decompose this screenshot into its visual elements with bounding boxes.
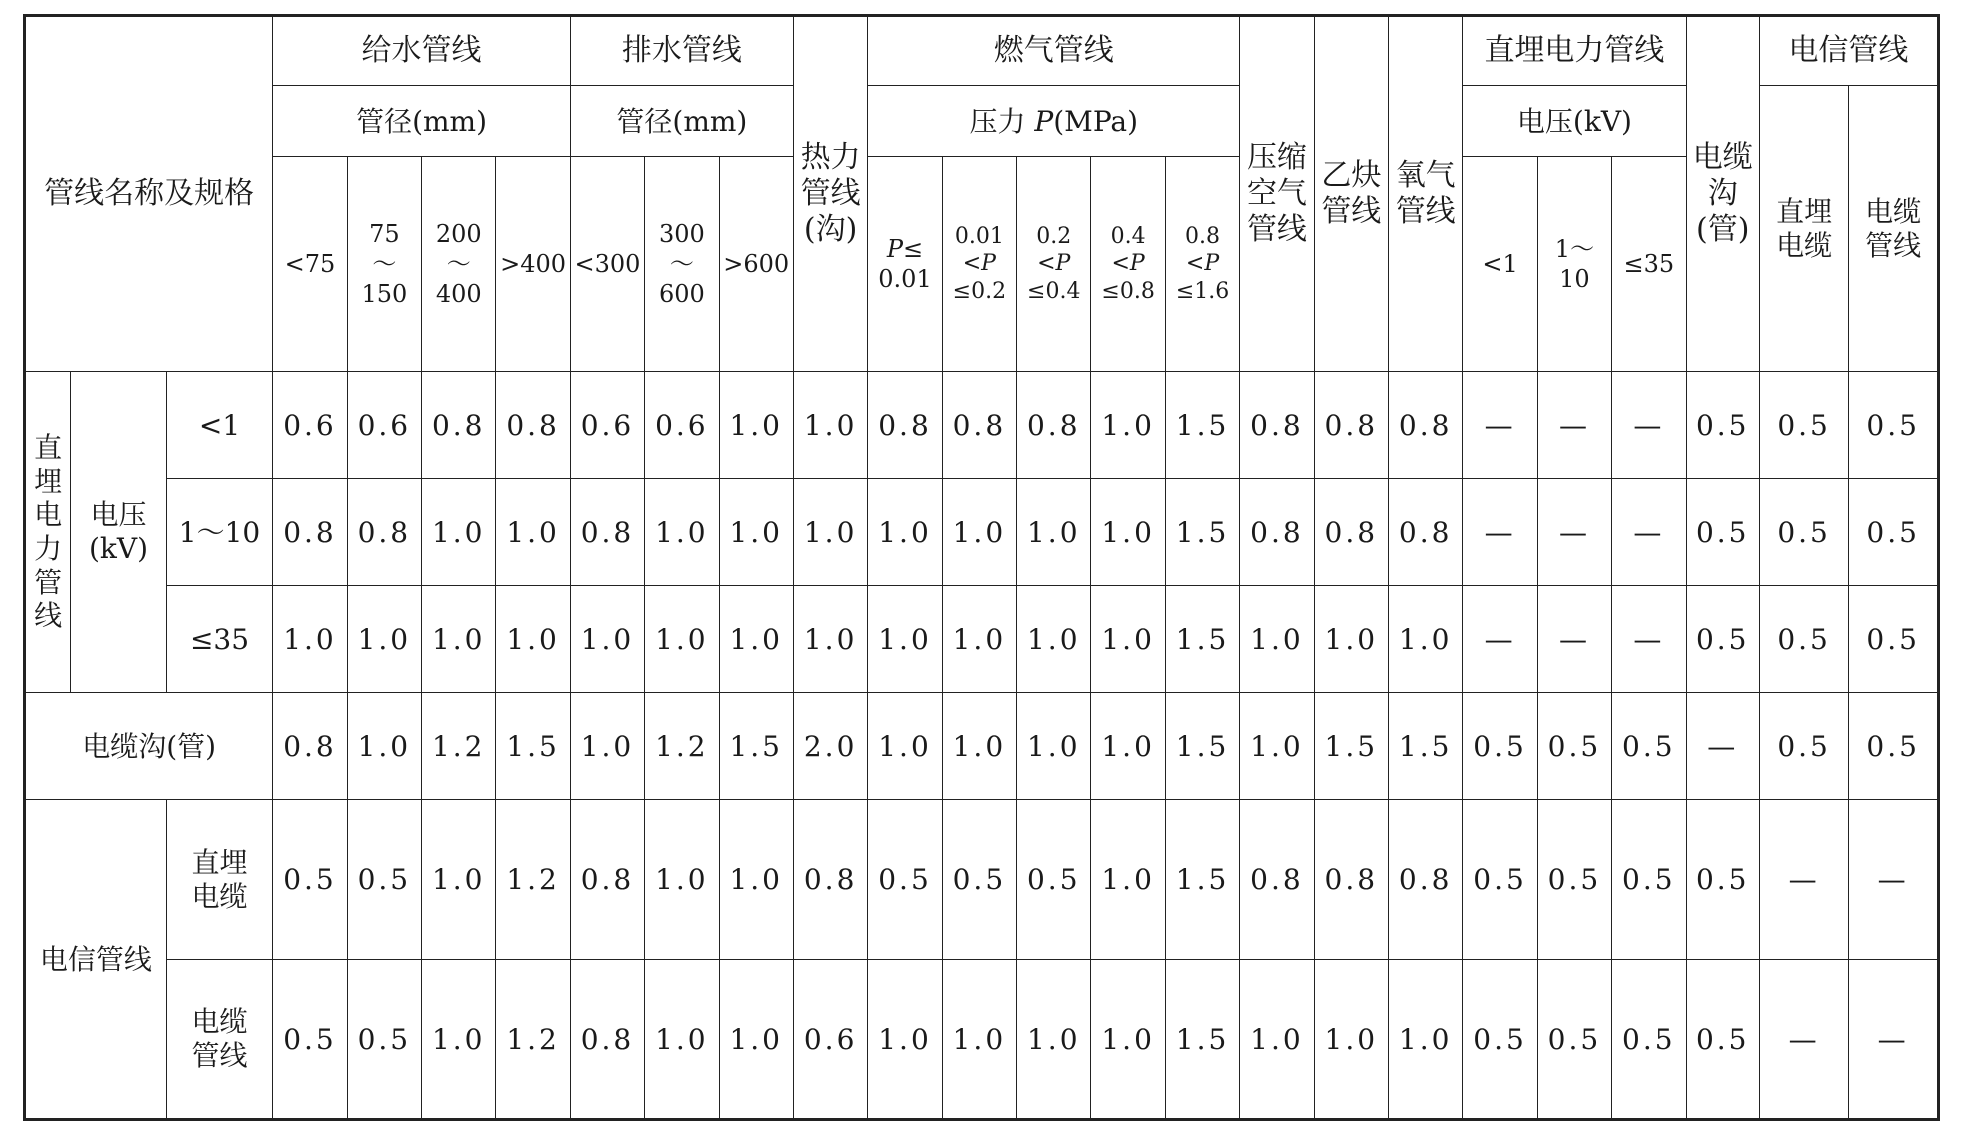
telecom-cable-conduit-header: 电缆 管线 bbox=[1849, 86, 1939, 372]
value-cell: 0.5 bbox=[1686, 479, 1759, 586]
value-cell: 1.0 bbox=[273, 586, 347, 693]
power-pipeline-header: 直埋电力管线 bbox=[1463, 16, 1686, 86]
value-cell: 1.5 bbox=[1165, 800, 1239, 960]
value-cell: 1.0 bbox=[645, 800, 719, 960]
value-cell: 1.5 bbox=[719, 693, 793, 800]
value-cell: — bbox=[1463, 372, 1537, 479]
value-cell: 1.0 bbox=[942, 960, 1016, 1120]
drain-col-lt300: <300 bbox=[570, 157, 644, 372]
gas-col-2: 0.01 <P ≤0.2 bbox=[942, 157, 1016, 372]
value-cell: 0.8 bbox=[1314, 372, 1388, 479]
value-cell: 1.0 bbox=[719, 960, 793, 1120]
value-cell: 1.5 bbox=[1314, 693, 1388, 800]
value-cell: 0.5 bbox=[1686, 586, 1759, 693]
telecom-direct-buried-cable-header: 直埋 电缆 bbox=[1759, 86, 1848, 372]
value-cell: — bbox=[1686, 693, 1759, 800]
value-cell: 1.0 bbox=[1314, 960, 1388, 1120]
value-cell: 1.0 bbox=[1017, 586, 1091, 693]
value-cell: 1.0 bbox=[570, 693, 644, 800]
value-cell: 0.8 bbox=[1240, 372, 1314, 479]
water-supply-diameter: 管径(mm) bbox=[273, 86, 571, 157]
value-cell: 0.5 bbox=[1463, 960, 1537, 1120]
value-cell: 1.0 bbox=[719, 800, 793, 960]
value-cell: 0.5 bbox=[1537, 693, 1611, 800]
power-col-lt1: <1 bbox=[1463, 157, 1537, 372]
value-cell: — bbox=[1612, 372, 1686, 479]
gas-col-1: P≤ 0.01 bbox=[868, 157, 942, 372]
value-cell: 0.5 bbox=[1537, 960, 1611, 1120]
value-cell: 0.5 bbox=[273, 960, 347, 1120]
acetylene-header: 乙炔 管线 bbox=[1314, 16, 1388, 372]
value-cell: 0.8 bbox=[1389, 800, 1463, 960]
value-cell: 0.8 bbox=[1240, 800, 1314, 960]
value-cell: 1.0 bbox=[347, 586, 421, 693]
table-row bbox=[25, 800, 1939, 960]
value-cell: 0.6 bbox=[793, 960, 867, 1120]
water-col-gt400: >400 bbox=[496, 157, 570, 372]
value-cell: 1.0 bbox=[570, 586, 644, 693]
value-cell: 1.0 bbox=[422, 479, 496, 586]
value-cell: 0.5 bbox=[1849, 586, 1939, 693]
water-col-200-400: 200 ～ 400 bbox=[422, 157, 496, 372]
telecom-header: 电信管线 bbox=[1759, 16, 1938, 86]
value-cell: 1.0 bbox=[793, 586, 867, 693]
value-cell: 1.0 bbox=[1240, 586, 1314, 693]
value-cell: 1.0 bbox=[868, 479, 942, 586]
value-cell: 0.5 bbox=[1612, 960, 1686, 1120]
value-cell: — bbox=[1759, 960, 1848, 1120]
value-cell: 0.6 bbox=[645, 372, 719, 479]
value-cell: 0.6 bbox=[347, 372, 421, 479]
value-cell: 1.2 bbox=[645, 693, 719, 800]
power-group-label: 直 埋 电 力 管 线 bbox=[25, 372, 71, 693]
value-cell: 1.5 bbox=[1165, 479, 1239, 586]
value-cell: 0.8 bbox=[1240, 479, 1314, 586]
gas-col-3: 0.2 <P ≤0.4 bbox=[1017, 157, 1091, 372]
value-cell: 0.8 bbox=[1314, 479, 1388, 586]
value-cell: 0.5 bbox=[1849, 479, 1939, 586]
value-cell: 0.5 bbox=[347, 960, 421, 1120]
value-cell: 0.6 bbox=[273, 372, 347, 479]
power-voltage: 电压(kV) bbox=[1463, 86, 1686, 157]
value-cell: — bbox=[1612, 479, 1686, 586]
value-cell: 1.0 bbox=[868, 586, 942, 693]
value-cell: 0.5 bbox=[347, 800, 421, 960]
water-col-lt75: <75 bbox=[273, 157, 347, 372]
value-cell: 0.5 bbox=[1537, 800, 1611, 960]
value-cell: — bbox=[1849, 960, 1939, 1120]
table-row bbox=[25, 479, 1939, 586]
row-label: 1～10 bbox=[166, 479, 273, 586]
value-cell: — bbox=[1537, 479, 1611, 586]
value-cell: 1.0 bbox=[645, 960, 719, 1120]
value-cell: 1.0 bbox=[1091, 960, 1165, 1120]
value-cell: 0.8 bbox=[496, 372, 570, 479]
value-cell: 0.8 bbox=[942, 372, 1016, 479]
value-cell: 1.5 bbox=[1165, 693, 1239, 800]
value-cell: 1.0 bbox=[1240, 960, 1314, 1120]
value-cell: 1.0 bbox=[942, 693, 1016, 800]
drainage-header: 排水管线 bbox=[570, 16, 793, 86]
heat-pipeline-header: 热力 管线 (沟) bbox=[793, 16, 867, 372]
value-cell: 0.5 bbox=[1759, 586, 1848, 693]
value-cell: — bbox=[1759, 800, 1848, 960]
voltage-label: 电压 (kV) bbox=[71, 372, 166, 693]
value-cell: 0.8 bbox=[1017, 372, 1091, 479]
value-cell: — bbox=[1849, 800, 1939, 960]
value-cell: 0.8 bbox=[570, 479, 644, 586]
value-cell: — bbox=[1463, 479, 1537, 586]
value-cell: 0.8 bbox=[422, 372, 496, 479]
row-label: <1 bbox=[166, 372, 273, 479]
row-label-header: 管线名称及规格 bbox=[25, 16, 273, 372]
gas-col-5: 0.8 <P ≤1.6 bbox=[1165, 157, 1239, 372]
value-cell: 0.5 bbox=[1759, 372, 1848, 479]
value-cell: 1.0 bbox=[868, 960, 942, 1120]
value-cell: 1.0 bbox=[942, 586, 1016, 693]
value-cell: 1.0 bbox=[496, 586, 570, 693]
water-supply-header: 给水管线 bbox=[273, 16, 571, 86]
value-cell: 2.0 bbox=[793, 693, 867, 800]
value-cell: 0.5 bbox=[868, 800, 942, 960]
value-cell: 1.0 bbox=[496, 479, 570, 586]
value-cell: 1.0 bbox=[1017, 479, 1091, 586]
value-cell: 1.0 bbox=[868, 693, 942, 800]
value-cell: 1.0 bbox=[1091, 586, 1165, 693]
value-cell: 0.5 bbox=[1759, 479, 1848, 586]
value-cell: 0.8 bbox=[273, 479, 347, 586]
value-cell: — bbox=[1537, 586, 1611, 693]
value-cell: 0.5 bbox=[1463, 693, 1537, 800]
value-cell: 1.0 bbox=[719, 372, 793, 479]
value-cell: 1.0 bbox=[422, 960, 496, 1120]
oxygen-header: 氧气 管线 bbox=[1389, 16, 1463, 372]
value-cell: 0.5 bbox=[1849, 372, 1939, 479]
value-cell: — bbox=[1537, 372, 1611, 479]
value-cell: 0.5 bbox=[273, 800, 347, 960]
row-label: 电缆 管线 bbox=[166, 960, 273, 1120]
value-cell: 0.5 bbox=[1849, 693, 1939, 800]
telecom-group-label: 电信管线 bbox=[25, 800, 167, 1120]
value-cell: 0.6 bbox=[570, 372, 644, 479]
table-row bbox=[25, 372, 1939, 479]
value-cell: 1.0 bbox=[1091, 693, 1165, 800]
value-cell: 0.8 bbox=[347, 479, 421, 586]
power-col-le35: ≤35 bbox=[1612, 157, 1686, 372]
value-cell: 1.2 bbox=[422, 693, 496, 800]
pipeline-spacing-table bbox=[23, 14, 1940, 1121]
drain-col-300-600: 300 ～ 600 bbox=[645, 157, 719, 372]
value-cell: 1.0 bbox=[422, 586, 496, 693]
row-label: 电缆沟(管) bbox=[25, 693, 273, 800]
value-cell: 0.8 bbox=[570, 960, 644, 1120]
value-cell: 1.0 bbox=[793, 479, 867, 586]
value-cell: 1.0 bbox=[1389, 586, 1463, 693]
value-cell: 1.0 bbox=[719, 586, 793, 693]
value-cell: 0.8 bbox=[793, 800, 867, 960]
value-cell: 0.8 bbox=[570, 800, 644, 960]
drain-col-gt600: >600 bbox=[719, 157, 793, 372]
value-cell: 1.2 bbox=[496, 800, 570, 960]
value-cell: 1.0 bbox=[645, 586, 719, 693]
row-label: 直埋 电缆 bbox=[166, 800, 273, 960]
gas-pressure: 压力 P(MPa) bbox=[868, 86, 1240, 157]
value-cell: 1.0 bbox=[645, 479, 719, 586]
value-cell: 1.2 bbox=[496, 960, 570, 1120]
value-cell: — bbox=[1612, 586, 1686, 693]
table-row bbox=[25, 693, 1939, 800]
value-cell: 1.0 bbox=[793, 372, 867, 479]
value-cell: 1.5 bbox=[1165, 372, 1239, 479]
cable-trench-header: 电缆 沟 (管) bbox=[1686, 16, 1759, 372]
value-cell: 1.0 bbox=[942, 479, 1016, 586]
value-cell: 0.5 bbox=[1017, 800, 1091, 960]
value-cell: 0.5 bbox=[1686, 372, 1759, 479]
value-cell: 0.8 bbox=[273, 693, 347, 800]
value-cell: 0.8 bbox=[1314, 800, 1388, 960]
value-cell: 1.0 bbox=[1240, 693, 1314, 800]
value-cell: 1.0 bbox=[1314, 586, 1388, 693]
value-cell: 1.0 bbox=[1091, 372, 1165, 479]
value-cell: 0.5 bbox=[1463, 800, 1537, 960]
value-cell: 1.0 bbox=[1017, 693, 1091, 800]
value-cell: 1.0 bbox=[1389, 960, 1463, 1120]
gas-pipeline-header: 燃气管线 bbox=[868, 16, 1240, 86]
value-cell: 0.5 bbox=[1686, 800, 1759, 960]
value-cell: 0.5 bbox=[1612, 693, 1686, 800]
value-cell: 0.8 bbox=[1389, 479, 1463, 586]
value-cell: 0.5 bbox=[942, 800, 1016, 960]
value-cell: 0.8 bbox=[1389, 372, 1463, 479]
gas-col-4: 0.4 <P ≤0.8 bbox=[1091, 157, 1165, 372]
value-cell: 1.0 bbox=[422, 800, 496, 960]
value-cell: 1.0 bbox=[1091, 479, 1165, 586]
value-cell: 1.0 bbox=[347, 693, 421, 800]
value-cell: — bbox=[1463, 586, 1537, 693]
value-cell: 0.5 bbox=[1686, 960, 1759, 1120]
row-label: ≤35 bbox=[166, 586, 273, 693]
value-cell: 1.0 bbox=[719, 479, 793, 586]
power-col-1-10: 1～ 10 bbox=[1537, 157, 1611, 372]
value-cell: 1.5 bbox=[496, 693, 570, 800]
water-col-75-150: 75 ～ 150 bbox=[347, 157, 421, 372]
table-row bbox=[25, 960, 1939, 1120]
value-cell: 1.5 bbox=[1165, 960, 1239, 1120]
value-cell: 1.0 bbox=[1017, 960, 1091, 1120]
value-cell: 0.5 bbox=[1612, 800, 1686, 960]
value-cell: 0.8 bbox=[868, 372, 942, 479]
compressed-air-header: 压缩 空气 管线 bbox=[1240, 16, 1314, 372]
value-cell: 1.5 bbox=[1165, 586, 1239, 693]
drainage-diameter: 管径(mm) bbox=[570, 86, 793, 157]
value-cell: 1.0 bbox=[1091, 800, 1165, 960]
value-cell: 0.5 bbox=[1759, 693, 1848, 800]
value-cell: 1.5 bbox=[1389, 693, 1463, 800]
table-row bbox=[25, 586, 1939, 693]
